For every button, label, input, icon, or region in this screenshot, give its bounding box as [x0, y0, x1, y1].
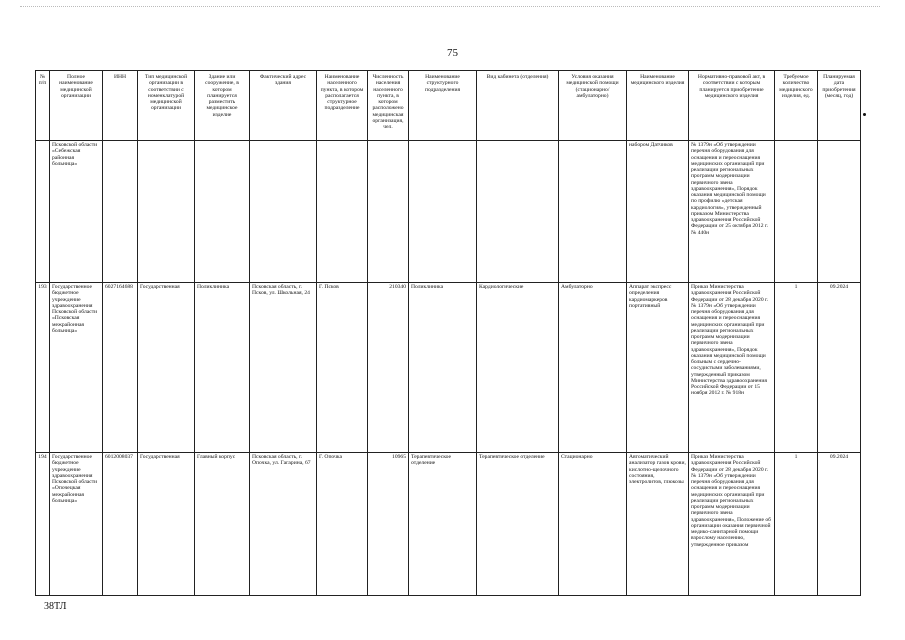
page-number: 75	[447, 47, 458, 59]
cell-address: Псковская область, г. Опочка, ул. Гагарина, 67	[250, 453, 317, 596]
cell-date	[818, 141, 861, 283]
cell-address	[250, 141, 317, 283]
cell-basis: Приказ Министерства здравоохранения Российской Федерации от 28 декабря 2020 г. № 1379н «Об утверждении перечня оборудования для оснащения и переоснащения медицинских организаций при реализации региональных программ модернизации первичного звена здравоохранения», Порядок оказания медицинской помощи больным с сердечно-сосудистыми заболеваниями, утвержденный приказом Министерства здравоохранения Российской Федерации от 15 ноября 2012 г. № 918н	[689, 283, 775, 453]
cell-basis: Приказ Министерства здравоохранения Российской Федерации от 28 декабря 2020 г. № 1379н «Об утверждении перечня оборудования для оснащения и переоснащения медицинских организаций при реализации региональных программ модернизации первичного звена здравоохранения», Положение об организации оказания первичной медико-санитарной помощи взрослому населению, утвержденное приказом	[689, 453, 775, 596]
header-inn: ИНН	[103, 71, 138, 141]
cell-type: Государственная	[138, 283, 195, 453]
cell-num: 194	[36, 453, 50, 596]
cell-building	[195, 141, 250, 283]
table-header-row	[36, 71, 861, 141]
header-date: Планируемая дата приобретения (месяц, год)	[818, 71, 861, 141]
cell-date: 09.2024	[818, 283, 861, 453]
cell-inn: 6027164688	[103, 283, 138, 453]
header-locality: Наименование населенного пункта, в котором располагается структурное подразделение	[317, 71, 368, 141]
table-row	[36, 453, 861, 596]
header-qty: Требуемое количество медицинского изделия, ед.	[775, 71, 818, 141]
cell-cabinet: Кардиологические	[477, 283, 559, 453]
cell-unit	[409, 141, 477, 283]
cell-unit: Терапевтическое отделение	[409, 453, 477, 596]
header-cabinet: Вид кабинета (отделения)	[477, 71, 559, 141]
cell-building: Поликлиника	[195, 283, 250, 453]
header-basis: Нормативно-правовой акт, в соответствии с которым планируется приобретение медицинского изделия	[689, 71, 775, 141]
cell-org: Государственное бюджетное учреждение здравоохранения Псковской области «Опочецкая межрайонная больница»	[50, 453, 103, 596]
cell-conditions: Стационарно	[559, 453, 627, 596]
header-device: Наименование медицинского изделия	[627, 71, 689, 141]
header-type: Тип медицинской организации в соответствии с номенклатурой медицинской организации	[138, 71, 195, 141]
scan-top-edge	[20, 6, 880, 7]
cell-num	[36, 141, 50, 283]
cell-cabinet: Терапевтическое отделение	[477, 453, 559, 596]
table-row	[36, 141, 861, 283]
cell-conditions	[559, 141, 627, 283]
cell-date: 09.2024	[818, 453, 861, 596]
header-num: № п/п	[36, 71, 50, 141]
cell-cabinet	[477, 141, 559, 283]
cell-qty	[775, 141, 818, 283]
cell-org: Государственное бюджетное учреждение здравоохранения Псковской области «Псковская межрайонная больница»	[50, 283, 103, 453]
cell-unit: Поликлиника	[409, 283, 477, 453]
cell-qty: 1	[775, 453, 818, 596]
equipment-register-table	[35, 70, 861, 596]
document-code: 38ТЛ	[44, 601, 67, 612]
cell-device: набором Датчиков	[627, 141, 689, 283]
cell-address: Псковская область, г. Псков, ул. Школьная, 24	[250, 283, 317, 453]
cell-locality: Г. Псков	[317, 283, 368, 453]
cell-device: Аппарат экспресс определения кардиомаркеров портативный	[627, 283, 689, 453]
header-address: Фактический адрес здания	[250, 71, 317, 141]
cell-inn	[103, 141, 138, 283]
table-row	[36, 283, 861, 453]
cell-type: Государственная	[138, 453, 195, 596]
margin-mark	[863, 113, 866, 116]
cell-population: 10965	[368, 453, 409, 596]
cell-type	[138, 141, 195, 283]
cell-locality	[317, 141, 368, 283]
cell-conditions: Амбулаторно	[559, 283, 627, 453]
header-org: Полное наименование медицинской организации	[50, 71, 103, 141]
cell-inn: 6012008037	[103, 453, 138, 596]
cell-qty: 1	[775, 283, 818, 453]
cell-building: Главный корпус	[195, 453, 250, 596]
cell-population: 210340	[368, 283, 409, 453]
cell-num: 193	[36, 283, 50, 453]
cell-org: Псковской области «Себежская районная больница»	[50, 141, 103, 283]
cell-basis: № 1379н «Об утверждении перечня оборудования для оснащения и переоснащения медицинских организаций при реализации региональных программ модернизации первичного звена здравоохранения», Порядок оказания медицинской помощи по профилю «детская кардиология», утвержденный приказом Министерства здравоохранения Российской Федерации от 25 октября 2012 г. № 440н	[689, 141, 775, 283]
header-building: Здание или сооружение, в котором планируется разместить медицинское изделие	[195, 71, 250, 141]
header-population: Численность населения населенного пункта, в котором расположено медицинская организация, чел.	[368, 71, 409, 141]
cell-device: Автоматический анализатор газов крови, кислотно-щелочного состояния, электролитов, глюкозы	[627, 453, 689, 596]
header-conditions: Условия оказания медицинской помощи (стационарно/ амбулаторно)	[559, 71, 627, 141]
cell-locality: Г. Опочка	[317, 453, 368, 596]
header-unit: Наименование структурного подразделения	[409, 71, 477, 141]
cell-population	[368, 141, 409, 283]
